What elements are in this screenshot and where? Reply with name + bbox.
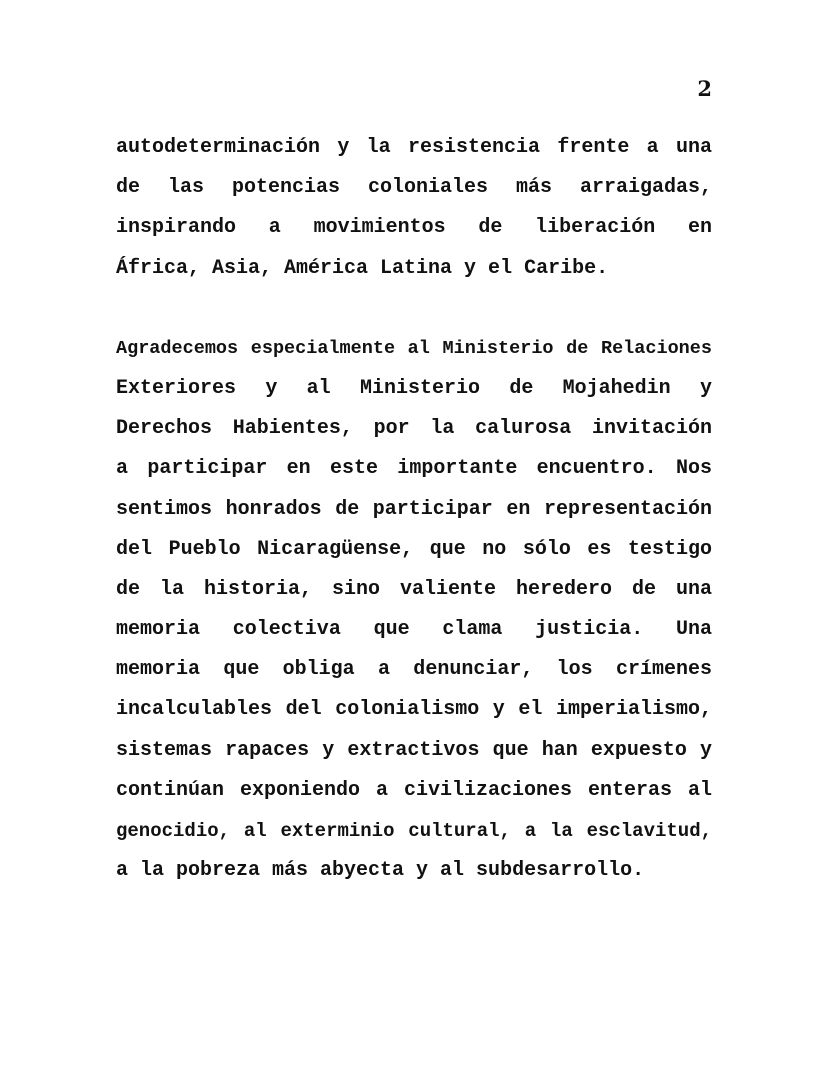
text-line: Exteriores y al Ministerio de Mojahedin y bbox=[116, 376, 712, 400]
text-line: memoria colectiva que clama justicia. Una bbox=[116, 618, 712, 642]
paragraph-1 bbox=[116, 128, 712, 289]
page-number: 2 bbox=[697, 76, 712, 101]
text-line: a participar en este importante encuentro. Nos bbox=[116, 457, 712, 481]
text-line: de la historia, sino valiente heredero de una bbox=[116, 577, 712, 601]
text-line: Derechos Habientes, por la calurosa invitación bbox=[116, 417, 712, 441]
text-line: memoria que obliga a denunciar, los crímenes bbox=[116, 658, 712, 682]
text-line: África, Asia, América Latina y el Caribe. bbox=[116, 256, 609, 280]
text-line: sistemas rapaces y extractivos que han expuesto y bbox=[116, 738, 712, 762]
text-line: inspirando a movimientos de liberación en bbox=[116, 216, 712, 240]
text-line: sentimos honrados de participar en representación bbox=[116, 497, 712, 521]
text-line: continúan exponiendo a civilizaciones enteras al bbox=[116, 778, 712, 802]
text-line: incalculables del colonialismo y el imperialismo, bbox=[116, 698, 712, 722]
text-line: genocidio, al exterminio cultural, a la esclavitud, bbox=[116, 820, 712, 842]
text-line: autodeterminación y la resistencia frente a una bbox=[116, 136, 712, 159]
text-line: Agradecemos especialmente al Ministerio de Relaciones bbox=[116, 337, 712, 359]
body-text bbox=[116, 128, 712, 891]
text-line: del Pueblo Nicaragüense, que no sólo es testigo bbox=[116, 537, 712, 561]
text-line: a la pobreza más abyecta y al subdesarrollo. bbox=[116, 859, 645, 883]
paragraph-2 bbox=[116, 329, 712, 892]
text-line: de las potencias coloniales más arraigadas, bbox=[116, 176, 712, 200]
